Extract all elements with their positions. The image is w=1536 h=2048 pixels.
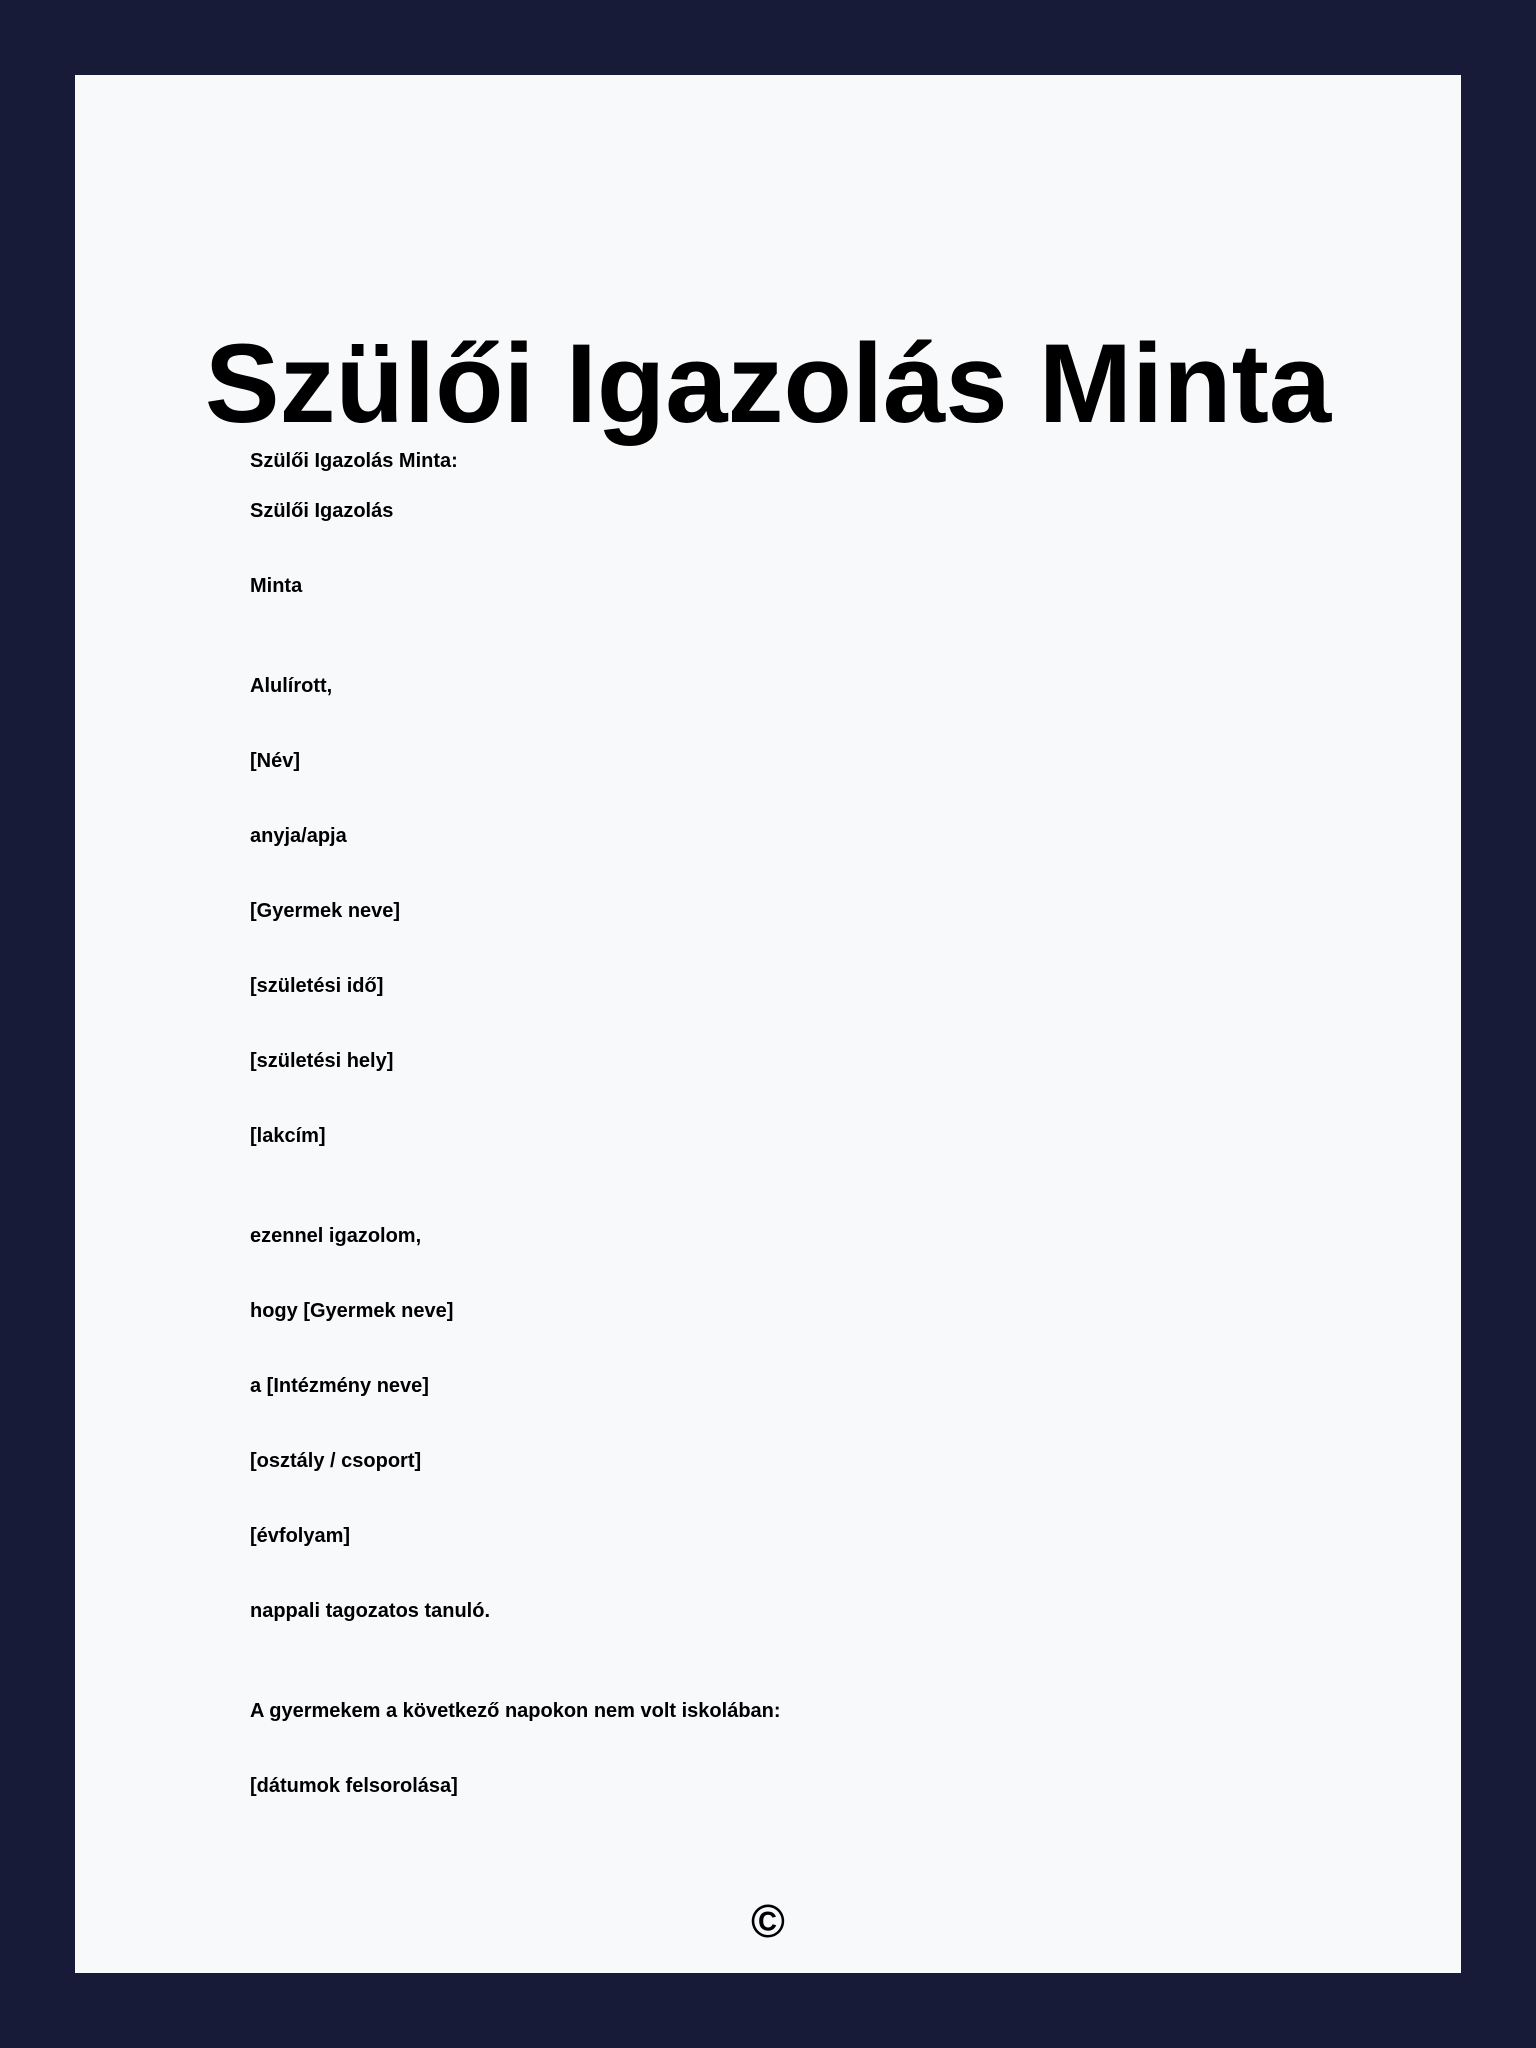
page-title: Szülői Igazolás Minta	[204, 321, 1332, 446]
text-line: nappali tagozatos tanuló.	[250, 1600, 491, 1622]
text-line: a [Intézmény neve]	[250, 1375, 429, 1397]
text-line: Szülői Igazolás	[250, 500, 394, 522]
text-line: ezennel igazolom,	[250, 1225, 422, 1247]
text-line: Minta	[250, 575, 303, 597]
placeholder-dates: [dátumok felsorolása]	[250, 1775, 458, 1797]
text-line: Alulírott,	[250, 675, 333, 697]
document-page	[75, 75, 1461, 1973]
placeholder-name: [Név]	[250, 750, 301, 772]
placeholder-birth-date: [születési idő]	[250, 975, 384, 997]
copyright-icon: ©	[751, 1895, 785, 1947]
text-line: A gyermekem a következő napokon nem volt iskolában:	[250, 1700, 781, 1722]
text-line: anyja/apja	[250, 825, 347, 847]
placeholder-child-name: [Gyermek neve]	[250, 900, 401, 922]
placeholder-address: [lakcím]	[250, 1125, 326, 1147]
placeholder-birth-place: [születési hely]	[250, 1050, 394, 1072]
text-line-heading: Szülői Igazolás Minta:	[250, 450, 458, 472]
placeholder-grade: [évfolyam]	[250, 1525, 351, 1547]
text-line: hogy [Gyermek neve]	[250, 1300, 454, 1322]
placeholder-class: [osztály / csoport]	[250, 1450, 422, 1472]
